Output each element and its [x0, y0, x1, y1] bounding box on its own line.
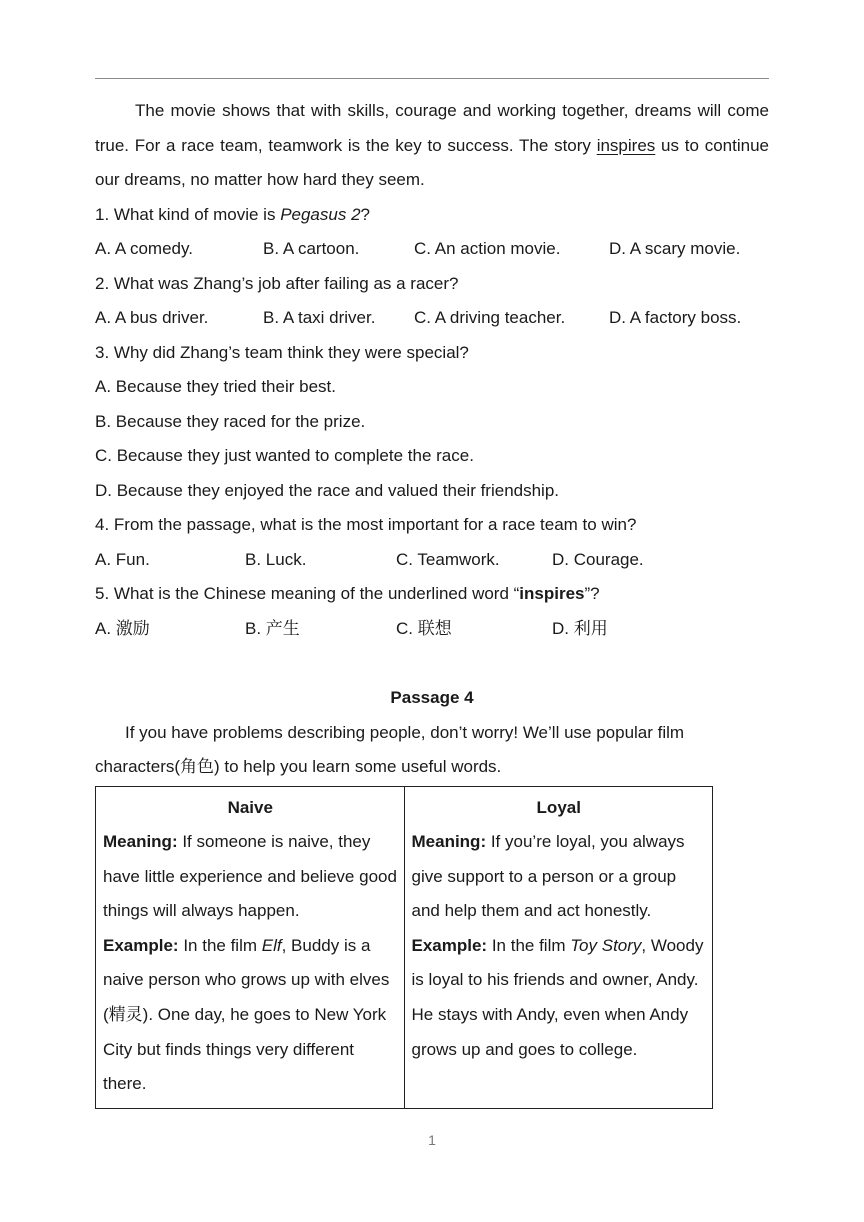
question-5-options [95, 612, 769, 647]
question-mark: ? [360, 204, 370, 224]
option-a: A. A comedy. [95, 239, 193, 258]
page-content [95, 94, 769, 1109]
vocab-cell-naive [96, 786, 405, 1108]
passage-4-intro: If you have problems describing people, don’t worry! We’ll use popular film characters(角色) to help you learn some useful words. [95, 722, 685, 776]
question-1-options [95, 232, 769, 267]
example-text-end: , Woody is loyal to his friends and owner, Andy. He stays with Andy, even when Andy grows up and goes to college. [411, 935, 704, 1059]
vocab-word: Loyal [536, 797, 581, 817]
table-row [96, 786, 713, 1108]
question-stem: 1. What kind of movie is [95, 204, 281, 224]
vocab-meaning [103, 825, 398, 929]
option-a: A. A bus driver. [95, 308, 209, 327]
movie-title: Pegasus 2 [280, 204, 361, 224]
film-title: Elf [261, 935, 282, 955]
header-rule [95, 78, 769, 79]
vocab-example [412, 929, 707, 1067]
option-b: B. A cartoon. [263, 239, 360, 258]
question-1 [95, 198, 769, 233]
page-number: 1 [428, 1132, 436, 1148]
option-b: B. A taxi driver. [263, 308, 376, 327]
example-label: Example: [411, 935, 488, 955]
option-d: D. A factory boss. [609, 308, 742, 327]
example-text: In the film [487, 935, 571, 955]
option-d: D. Because they enjoyed the race and valued their friendship. [95, 480, 560, 500]
option-d: D. A scary movie. [609, 239, 741, 258]
option-b: B. Luck. [245, 549, 307, 569]
question-2: 2. What was Zhang’s job after failing as a racer? [95, 273, 459, 293]
meaning-text: If you’re loyal, you always give support to a person or a group and help them and act honestly. [411, 832, 685, 921]
passage-3-closing [95, 94, 769, 198]
vocab-word: Naive [227, 797, 273, 817]
question-stem: 5. What is the Chinese meaning of the underlined word “ [95, 584, 520, 603]
option-c: C. An action movie. [414, 239, 561, 258]
option-c: C. A driving teacher. [414, 308, 566, 327]
film-title: Toy Story [570, 935, 642, 955]
underlined-word: inspires [596, 135, 656, 155]
meaning-label: Meaning: [103, 832, 178, 852]
vocab-meaning [412, 825, 707, 929]
option-c: C. Because they just wanted to complete the race. [95, 446, 474, 465]
option-a: A. 激励 [95, 618, 150, 638]
option-c: C. 联想 [396, 618, 452, 638]
question-2-options [95, 301, 769, 336]
question-4-options [95, 543, 769, 578]
question-5 [95, 577, 769, 612]
vocab-example [103, 929, 398, 1102]
option-b: B. Because they raced for the prize. [95, 411, 366, 431]
vocabulary-table [95, 786, 713, 1109]
meaning-text: If someone is naive, they have little experience and believe good things will always happen. [103, 832, 397, 921]
closing-text-end: us to continue our dreams, no matter how hard they seem. [95, 135, 769, 189]
vocab-cell-loyal [404, 786, 713, 1108]
example-text: In the film [178, 935, 262, 955]
option-d: D. 利用 [552, 618, 608, 638]
option-a: A. Fun. [95, 549, 150, 569]
question-3: 3. Why did Zhang’s team think they were special? [95, 342, 469, 362]
option-b: B. 产生 [245, 618, 300, 638]
option-a: A. Because they tried their best. [95, 377, 336, 396]
meaning-label: Meaning: [411, 832, 487, 852]
option-d: D. Courage. [552, 549, 644, 569]
example-label: Example: [103, 935, 179, 955]
closing-text: The movie shows that with skills, courage and working together, dreams will come true. For a race team, teamwork is the key to success. The story [95, 101, 769, 155]
example-text-end: , Buddy is a naive person who grows up with elves (精灵). One day, he goes to New York City but finds things very different there. [103, 935, 390, 1094]
question-4: 4. From the passage, what is the most important for a race team to win? [95, 515, 637, 534]
key-word: inspires [519, 584, 585, 603]
question-end: ”? [584, 584, 600, 603]
option-c: C. Teamwork. [396, 549, 500, 569]
passage-4-title: Passage 4 [390, 688, 474, 707]
